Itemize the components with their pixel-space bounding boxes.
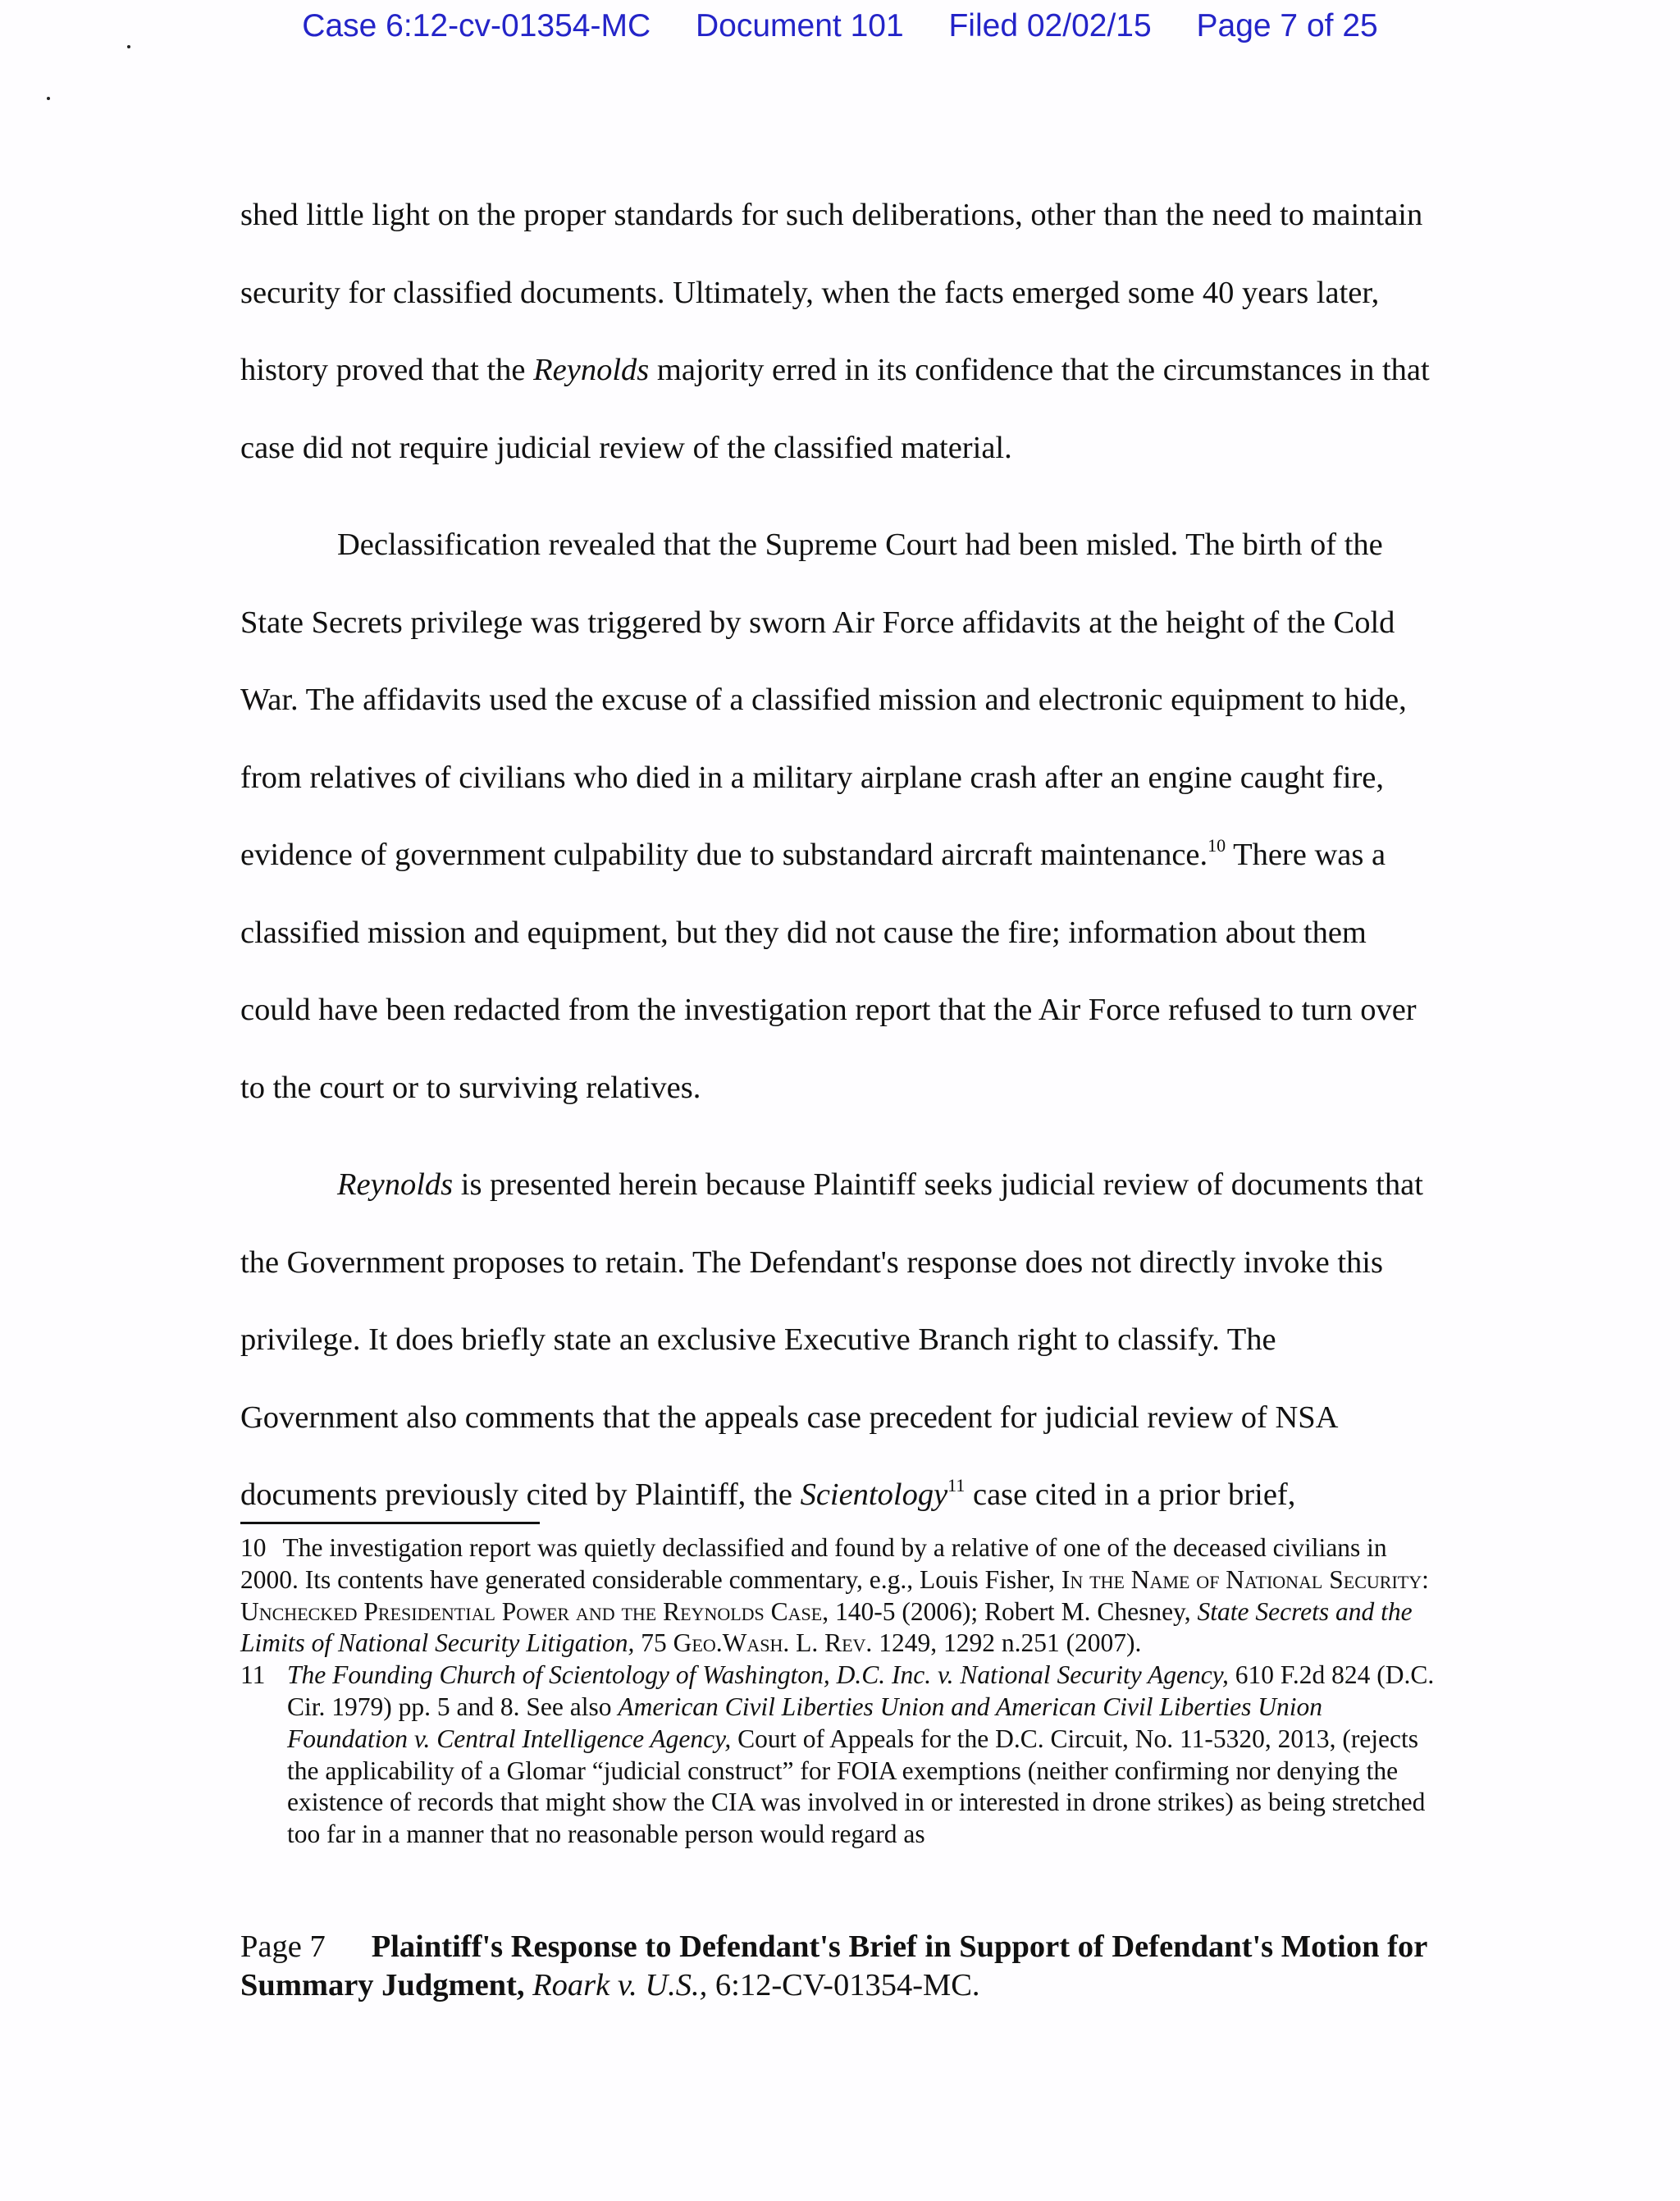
scan-speck bbox=[127, 45, 130, 48]
footnote-ref-10[interactable]: 10 bbox=[1208, 835, 1226, 856]
scan-speck bbox=[47, 97, 50, 100]
body-text bbox=[240, 176, 1438, 1534]
filed-date: Filed 02/02/15 bbox=[948, 8, 1152, 43]
footnotes bbox=[240, 1532, 1442, 1851]
footnote-divider bbox=[240, 1522, 540, 1524]
ecf-header bbox=[0, 8, 1680, 44]
paragraph-1: shed little light on the proper standards for such deliberations, other than the need to maintain security for classified documents. Ultimately, when the facts emerged some 40 years later, history proved that the Reynolds majority erred in its confidence that the circumstances in that case did not require judicial review of the classified material. bbox=[240, 198, 1430, 465]
footer-title: Plaintiff's Response to Defendant's Brief in Support of Defendant's Motion for Summary Judgment, bbox=[240, 1929, 1427, 2002]
case-number: Case 6:12-cv-01354-MC bbox=[302, 8, 651, 43]
paragraph-3: Reynolds is presented herein because Plaintiff seeks judicial review of documents that the Government proposes to retain. The Defendant's response does not directly invoke this privilege. It does briefly state an exclusive Executive Branch right to classify. The Government also comments that the appeals case precedent for judicial review of NSA documents previously cited by Plaintiff, the Scientology$^{11}$ case cited in a prior brief, bbox=[240, 1167, 1423, 1512]
footer-case-name: Roark v. U.S., bbox=[532, 1968, 708, 2002]
footnote-ref-11[interactable]: 11 bbox=[947, 1475, 966, 1495]
footnote-number: 10 bbox=[240, 1533, 267, 1562]
paragraph-2: Declassification revealed that the Supreme Court had been misled. The birth of the State Secrets privilege was triggered by sworn Air Force affidavits at the height of the Cold War. The affidavits used the excuse of a classified mission and electronic equipment to hide, from relatives of civilians who died in a military airplane crash after an engine caught fire, evidence of government culpability due to substandard aircraft maintenance.$^{10}$ There was a classified mission and equipment, but they did not cause the fire; information about them could have been redacted from the investigation report that the Air Force refused to turn over to the court or to surviving relatives. bbox=[240, 527, 1417, 1105]
footnote-10: 10 The investigation report was quietly declassified and found by a relative of one of the deceased civilians in 2000. Its contents have generated considerable commentary, e.g., Louis Fisher, In the Name of National Security: Unchecked Presidential Power and the Reynolds Case, 140-5 (2006); Robert M. Chesney, State Secrets and the Limits of National Security Litigation, 75 Geo.Wash. L. Rev. 1249, 1292 n.251 (2007). bbox=[240, 1533, 1429, 1658]
footnote-11: 11 The Founding Church of Scientology of Washington, D.C. Inc. v. National Security Agency, 610 F.2d 824 (D.C. Cir. 1979) pp. 5 and 8. See also American Civil Liberties Union and American Civil Liberties Union Foundation v. Central Intelligence Agency, Court of Appeals for the D.C. Circuit, No. 11-5320, 2013, (rejects the applicability of a Glomar “judicial construct” for FOIA exemptions (neither confirming nor denying the existence of records that might show the CIA was involved in or interested in drone strikes) as being stretched too far in a manner that no reasonable person would regard as bbox=[240, 1660, 1435, 1849]
page-footer bbox=[240, 1928, 1430, 2005]
footer-case-number: 6:12-CV-01354-MC. bbox=[707, 1968, 980, 2002]
document-number: Document 101 bbox=[695, 8, 904, 43]
footnote-number: 11 bbox=[240, 1660, 266, 1690]
page-count: Page 7 of 25 bbox=[1196, 8, 1378, 43]
footer-page-label: Page 7 bbox=[240, 1929, 326, 1964]
